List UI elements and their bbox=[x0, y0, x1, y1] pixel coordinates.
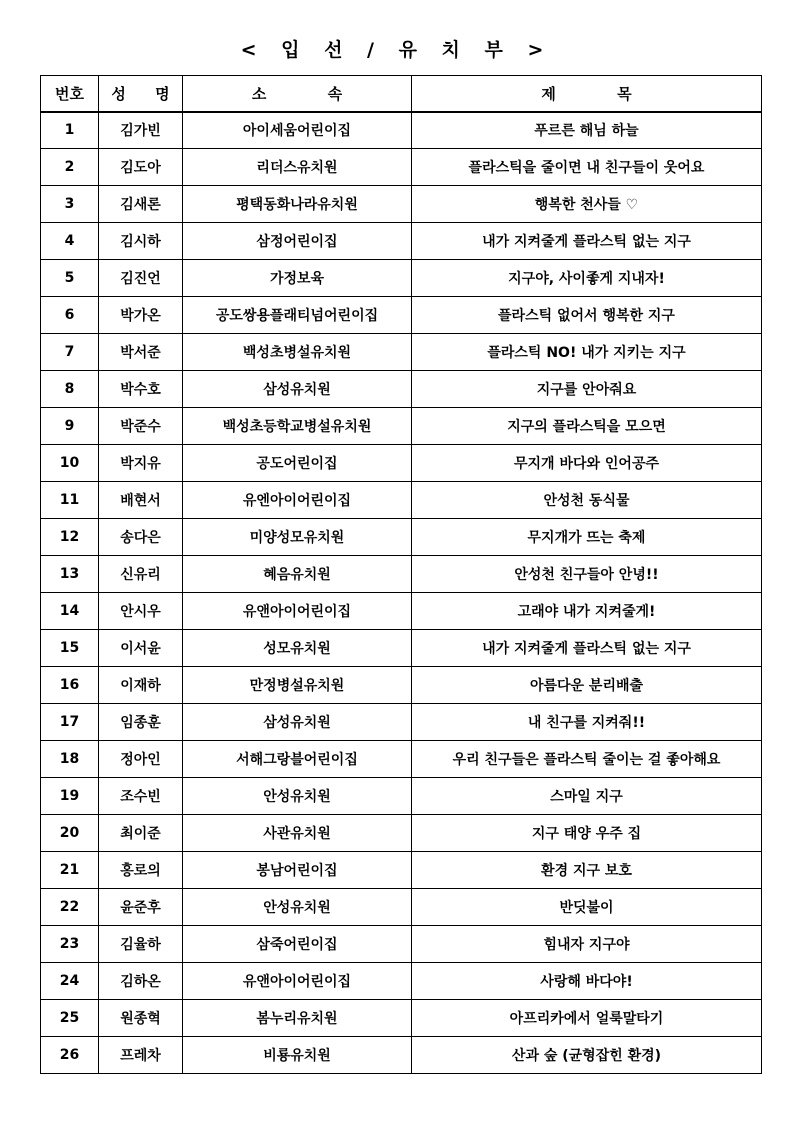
row-name: 김가빈 bbox=[99, 112, 183, 149]
table-row bbox=[41, 926, 762, 963]
row-affiliation: 리더스유치원 bbox=[183, 149, 412, 186]
row-work-title: 아프리카에서 얼룩말타기 bbox=[412, 1000, 762, 1037]
row-name: 김하온 bbox=[99, 963, 183, 1000]
row-affiliation: 봄누리유치원 bbox=[183, 1000, 412, 1037]
row-work-title: 무지개 바다와 인어공주 bbox=[412, 445, 762, 482]
header-name: 성 명 bbox=[99, 76, 183, 112]
row-affiliation: 삼성유치원 bbox=[183, 371, 412, 408]
row-name: 박수호 bbox=[99, 371, 183, 408]
row-affiliation: 삼정어린이집 bbox=[183, 223, 412, 260]
row-number: 22 bbox=[41, 889, 99, 926]
row-affiliation: 비룡유치원 bbox=[183, 1037, 412, 1074]
row-affiliation: 가정보육 bbox=[183, 260, 412, 297]
row-work-title: 푸르른 해님 하늘 bbox=[412, 112, 762, 149]
row-number: 25 bbox=[41, 1000, 99, 1037]
row-number: 5 bbox=[41, 260, 99, 297]
table-row bbox=[41, 815, 762, 852]
table-row bbox=[41, 963, 762, 1000]
row-name: 박준수 bbox=[99, 408, 183, 445]
row-work-title: 우리 친구들은 플라스틱 줄이는 걸 좋아해요 bbox=[412, 741, 762, 778]
table-row bbox=[41, 371, 762, 408]
row-work-title: 안성천 동식물 bbox=[412, 482, 762, 519]
row-work-title: 안성천 친구들아 안녕!! bbox=[412, 556, 762, 593]
header-number: 번호 bbox=[41, 76, 99, 112]
table-row bbox=[41, 1037, 762, 1074]
row-affiliation: 안성유치원 bbox=[183, 889, 412, 926]
row-affiliation: 사관유치원 bbox=[183, 815, 412, 852]
row-work-title: 사랑해 바다야! bbox=[412, 963, 762, 1000]
row-name: 신유리 bbox=[99, 556, 183, 593]
row-name: 배현서 bbox=[99, 482, 183, 519]
row-work-title: 무지개가 뜨는 축제 bbox=[412, 519, 762, 556]
row-affiliation: 백성초등학교병설유치원 bbox=[183, 408, 412, 445]
row-affiliation: 봉남어린이집 bbox=[183, 852, 412, 889]
row-affiliation: 미양성모유치원 bbox=[183, 519, 412, 556]
row-affiliation: 안성유치원 bbox=[183, 778, 412, 815]
row-work-title: 지구 태양 우주 집 bbox=[412, 815, 762, 852]
table-row bbox=[41, 149, 762, 186]
row-number: 19 bbox=[41, 778, 99, 815]
row-work-title: 힘내자 지구야 bbox=[412, 926, 762, 963]
row-affiliation: 유앤아이어린이집 bbox=[183, 963, 412, 1000]
row-work-title: 행복한 천사들 ♡ bbox=[412, 186, 762, 223]
row-work-title: 내가 지켜줄게 플라스틱 없는 지구 bbox=[412, 223, 762, 260]
row-number: 14 bbox=[41, 593, 99, 630]
row-number: 1 bbox=[41, 112, 99, 149]
table-body bbox=[41, 112, 762, 1074]
table-row bbox=[41, 593, 762, 630]
table-row bbox=[41, 408, 762, 445]
row-affiliation: 백성초병설유치원 bbox=[183, 334, 412, 371]
row-affiliation: 공도쌍용플래티넘어린이집 bbox=[183, 297, 412, 334]
row-number: 12 bbox=[41, 519, 99, 556]
row-work-title: 지구야, 사이좋게 지내자! bbox=[412, 260, 762, 297]
row-affiliation: 공도어린이집 bbox=[183, 445, 412, 482]
table-row bbox=[41, 334, 762, 371]
row-name: 송다은 bbox=[99, 519, 183, 556]
row-number: 13 bbox=[41, 556, 99, 593]
row-name: 김시하 bbox=[99, 223, 183, 260]
row-name: 이재하 bbox=[99, 667, 183, 704]
row-affiliation: 혜음유치원 bbox=[183, 556, 412, 593]
row-number: 3 bbox=[41, 186, 99, 223]
row-work-title: 지구의 플라스틱을 모으면 bbox=[412, 408, 762, 445]
table-header-row bbox=[41, 76, 762, 112]
row-number: 16 bbox=[41, 667, 99, 704]
row-work-title: 내 친구를 지켜줘!! bbox=[412, 704, 762, 741]
row-number: 2 bbox=[41, 149, 99, 186]
row-name: 원종혁 bbox=[99, 1000, 183, 1037]
row-affiliation: 평택동화나라유치원 bbox=[183, 186, 412, 223]
table-row bbox=[41, 741, 762, 778]
row-name: 정아인 bbox=[99, 741, 183, 778]
table-row bbox=[41, 519, 762, 556]
table-row bbox=[41, 223, 762, 260]
row-work-title: 스마일 지구 bbox=[412, 778, 762, 815]
row-number: 6 bbox=[41, 297, 99, 334]
row-number: 9 bbox=[41, 408, 99, 445]
table-row bbox=[41, 889, 762, 926]
table-row bbox=[41, 852, 762, 889]
table-row bbox=[41, 556, 762, 593]
table-row bbox=[41, 1000, 762, 1037]
row-number: 4 bbox=[41, 223, 99, 260]
row-work-title: 고래야 내가 지켜줄게! bbox=[412, 593, 762, 630]
row-work-title: 플라스틱 NO! 내가 지키는 지구 bbox=[412, 334, 762, 371]
row-name: 박가온 bbox=[99, 297, 183, 334]
row-name: 이서윤 bbox=[99, 630, 183, 667]
row-work-title: 산과 숲 (균형잡힌 환경) bbox=[412, 1037, 762, 1074]
table-row bbox=[41, 186, 762, 223]
table-row bbox=[41, 630, 762, 667]
row-name: 김진언 bbox=[99, 260, 183, 297]
row-number: 24 bbox=[41, 963, 99, 1000]
row-name: 임종훈 bbox=[99, 704, 183, 741]
awards-table bbox=[40, 75, 762, 1074]
row-number: 21 bbox=[41, 852, 99, 889]
header-work-title: 제 목 bbox=[412, 76, 762, 112]
row-name: 박지유 bbox=[99, 445, 183, 482]
table-row bbox=[41, 260, 762, 297]
row-name: 최이준 bbox=[99, 815, 183, 852]
row-number: 7 bbox=[41, 334, 99, 371]
row-name: 프레차 bbox=[99, 1037, 183, 1074]
row-number: 23 bbox=[41, 926, 99, 963]
row-name: 조수빈 bbox=[99, 778, 183, 815]
row-work-title: 내가 지켜줄게 플라스틱 없는 지구 bbox=[412, 630, 762, 667]
table-row bbox=[41, 482, 762, 519]
row-name: 윤준후 bbox=[99, 889, 183, 926]
row-name: 김율하 bbox=[99, 926, 183, 963]
row-affiliation: 유엔아이어린이집 bbox=[183, 482, 412, 519]
row-work-title: 환경 지구 보호 bbox=[412, 852, 762, 889]
row-affiliation: 성모유치원 bbox=[183, 630, 412, 667]
row-name: 홍로의 bbox=[99, 852, 183, 889]
table-row bbox=[41, 445, 762, 482]
table-row bbox=[41, 704, 762, 741]
row-name: 안시우 bbox=[99, 593, 183, 630]
table-row bbox=[41, 297, 762, 334]
row-number: 20 bbox=[41, 815, 99, 852]
row-affiliation: 만정병설유치원 bbox=[183, 667, 412, 704]
row-work-title: 지구를 안아줘요 bbox=[412, 371, 762, 408]
row-affiliation: 삼죽어린이집 bbox=[183, 926, 412, 963]
row-work-title: 반딧불이 bbox=[412, 889, 762, 926]
row-number: 8 bbox=[41, 371, 99, 408]
table-row bbox=[41, 112, 762, 149]
row-number: 17 bbox=[41, 704, 99, 741]
row-affiliation: 유앤아이어린이집 bbox=[183, 593, 412, 630]
page-title: < 입 선 / 유 치 부 > bbox=[240, 39, 553, 61]
table-row bbox=[41, 667, 762, 704]
row-affiliation: 삼성유치원 bbox=[183, 704, 412, 741]
row-work-title: 플라스틱을 줄이면 내 친구들이 웃어요 bbox=[412, 149, 762, 186]
table-row bbox=[41, 778, 762, 815]
row-number: 18 bbox=[41, 741, 99, 778]
row-name: 박서준 bbox=[99, 334, 183, 371]
row-number: 15 bbox=[41, 630, 99, 667]
row-work-title: 플라스틱 없어서 행복한 지구 bbox=[412, 297, 762, 334]
row-name: 김새론 bbox=[99, 186, 183, 223]
row-work-title: 아름다운 분리배출 bbox=[412, 667, 762, 704]
row-affiliation: 아이세움어린이집 bbox=[183, 112, 412, 149]
row-number: 26 bbox=[41, 1037, 99, 1074]
row-number: 10 bbox=[41, 445, 99, 482]
header-affiliation: 소 속 bbox=[183, 76, 412, 112]
row-name: 김도아 bbox=[99, 149, 183, 186]
row-number: 11 bbox=[41, 482, 99, 519]
row-affiliation: 서해그랑블어린이집 bbox=[183, 741, 412, 778]
